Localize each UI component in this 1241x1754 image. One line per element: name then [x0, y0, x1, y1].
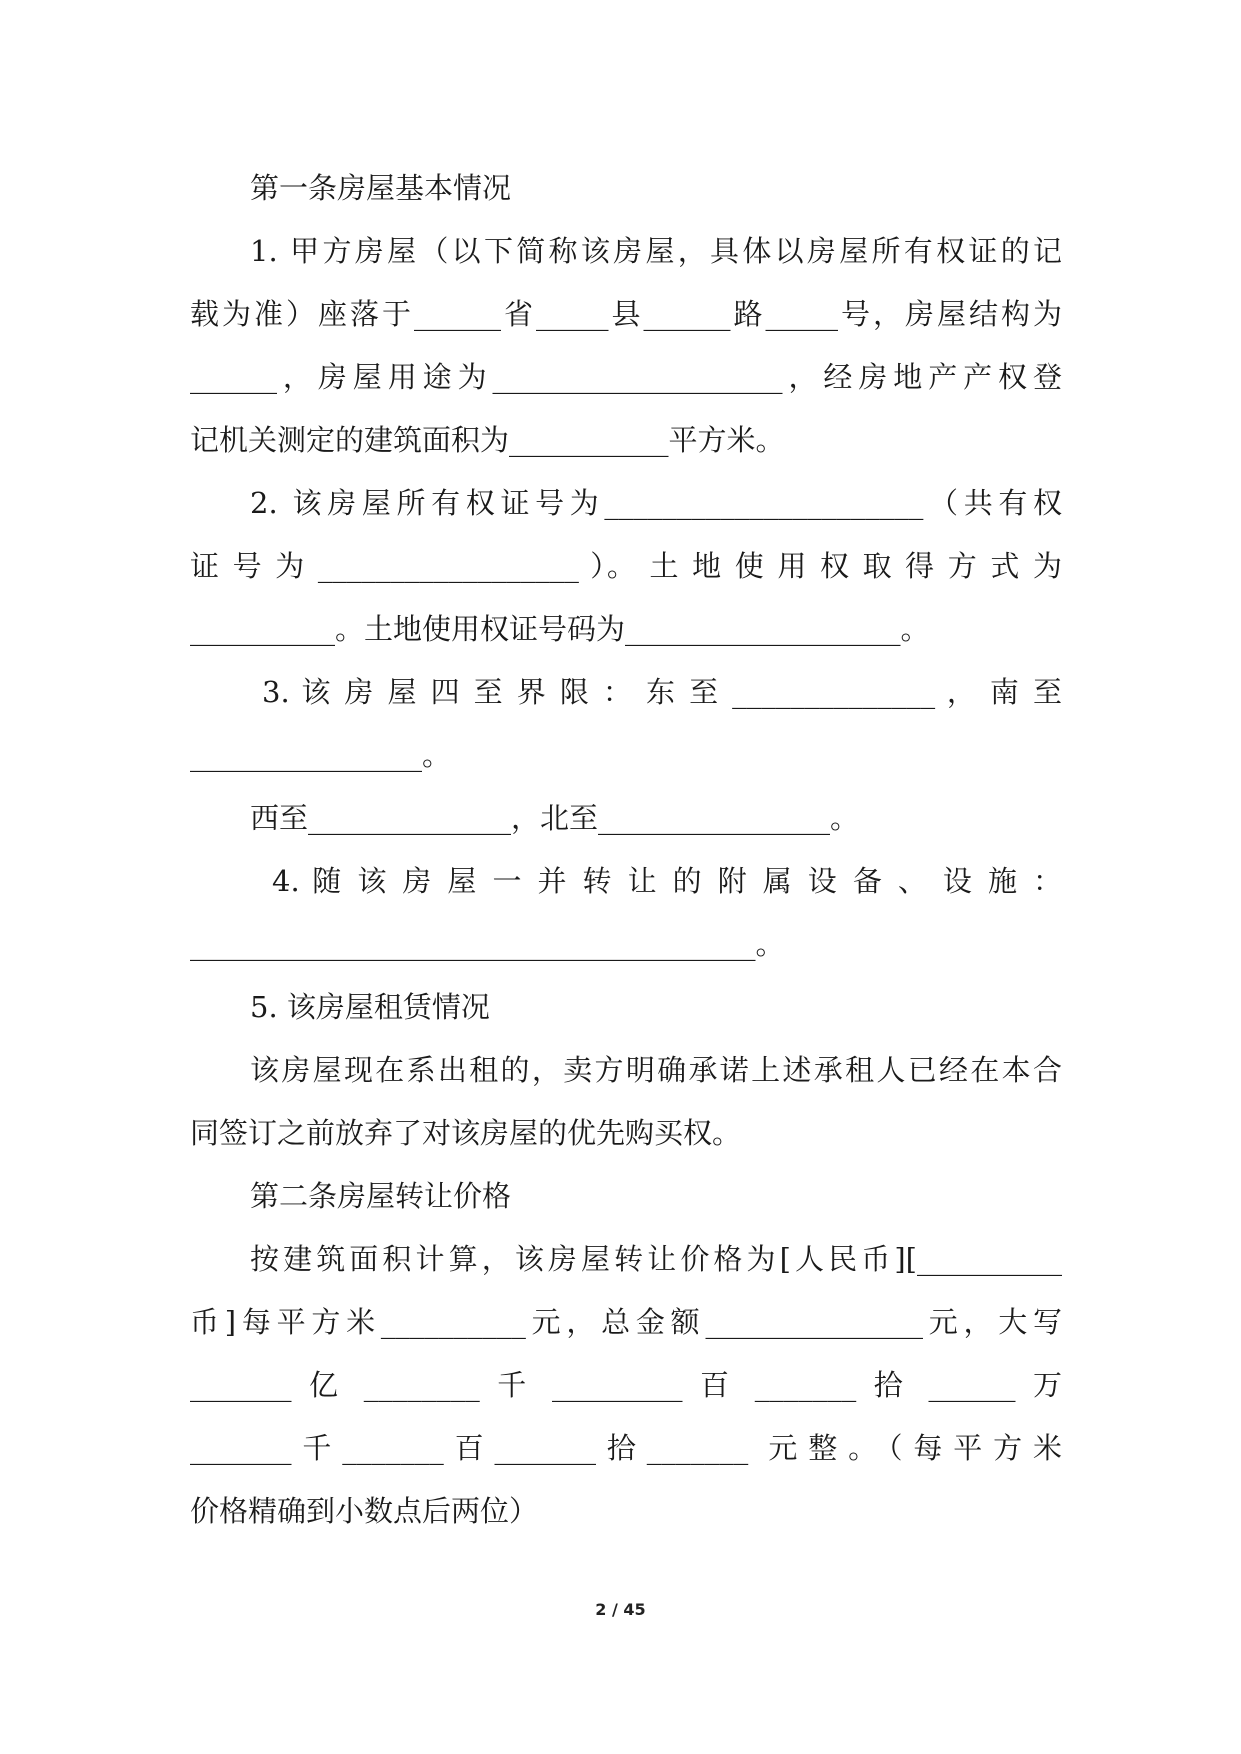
paragraph-line: 按建筑面积计算，该房屋转让价格为[人民币][__________ [250, 1242, 1062, 1276]
paragraph-line: 5. 该房屋租赁情况 [250, 990, 490, 1024]
paragraph-line: _______千_______百_______拾_______ 元整。（每平方米 [190, 1431, 1062, 1465]
paragraph-line: _______________________________________。 [190, 927, 785, 961]
paragraph-line: 价格精确到小数点后两位） [190, 1494, 539, 1528]
paragraph-line: 币]每平方米__________元，总金额_______________元，大写 [190, 1305, 1062, 1339]
paragraph-line: 同签订之前放弃了对该房屋的优先购买权。 [190, 1116, 742, 1150]
paragraph-line: 4. 随 该 房 屋 一 并 转 让 的 附 属 设 备 、 设 施 ： [272, 864, 1062, 898]
paragraph-line: 载为准）座落于______省_____县______路_____号，房屋结构为 [190, 297, 1062, 331]
paragraph-line: 1. 甲方房屋（以下简称该房屋，具体以房屋所有权证的记 [250, 234, 1062, 268]
paragraph-line: 3. 该 房 屋 四 至 界 限 ： 东 至 ______________ ， 南 至 [262, 675, 1062, 709]
heading-article-1: 第一条房屋基本情况 [250, 171, 512, 205]
paragraph-line: _______ 亿 ________ 千 _________ 百 _______ 拾 ______ 万 [190, 1368, 1062, 1402]
paragraph-line: __________。土地使用权证号码为___________________。 [190, 612, 930, 646]
paragraph-line: ________________。 [190, 738, 452, 772]
paragraph-line: 记机关测定的建筑面积为___________平方米。 [190, 423, 785, 457]
paragraph-line: 证 号 为 __________________ ）。 土 地 使 用 权 取 得 方 式 为 [190, 549, 1062, 583]
paragraph-line: ______，房屋用途为____________________，经房地产产权登 [190, 360, 1062, 394]
paragraph-line: 2. 该房屋所有权证号为______________________（共有权 [250, 486, 1062, 520]
heading-article-2: 第二条房屋转让价格 [250, 1179, 512, 1213]
paragraph-line: 西至______________，北至________________。 [250, 801, 860, 835]
paragraph-line: 该房屋现在系出租的，卖方明确承诺上述承租人已经在本合 [250, 1053, 1062, 1087]
page-number: 2 / 45 [595, 1600, 646, 1619]
